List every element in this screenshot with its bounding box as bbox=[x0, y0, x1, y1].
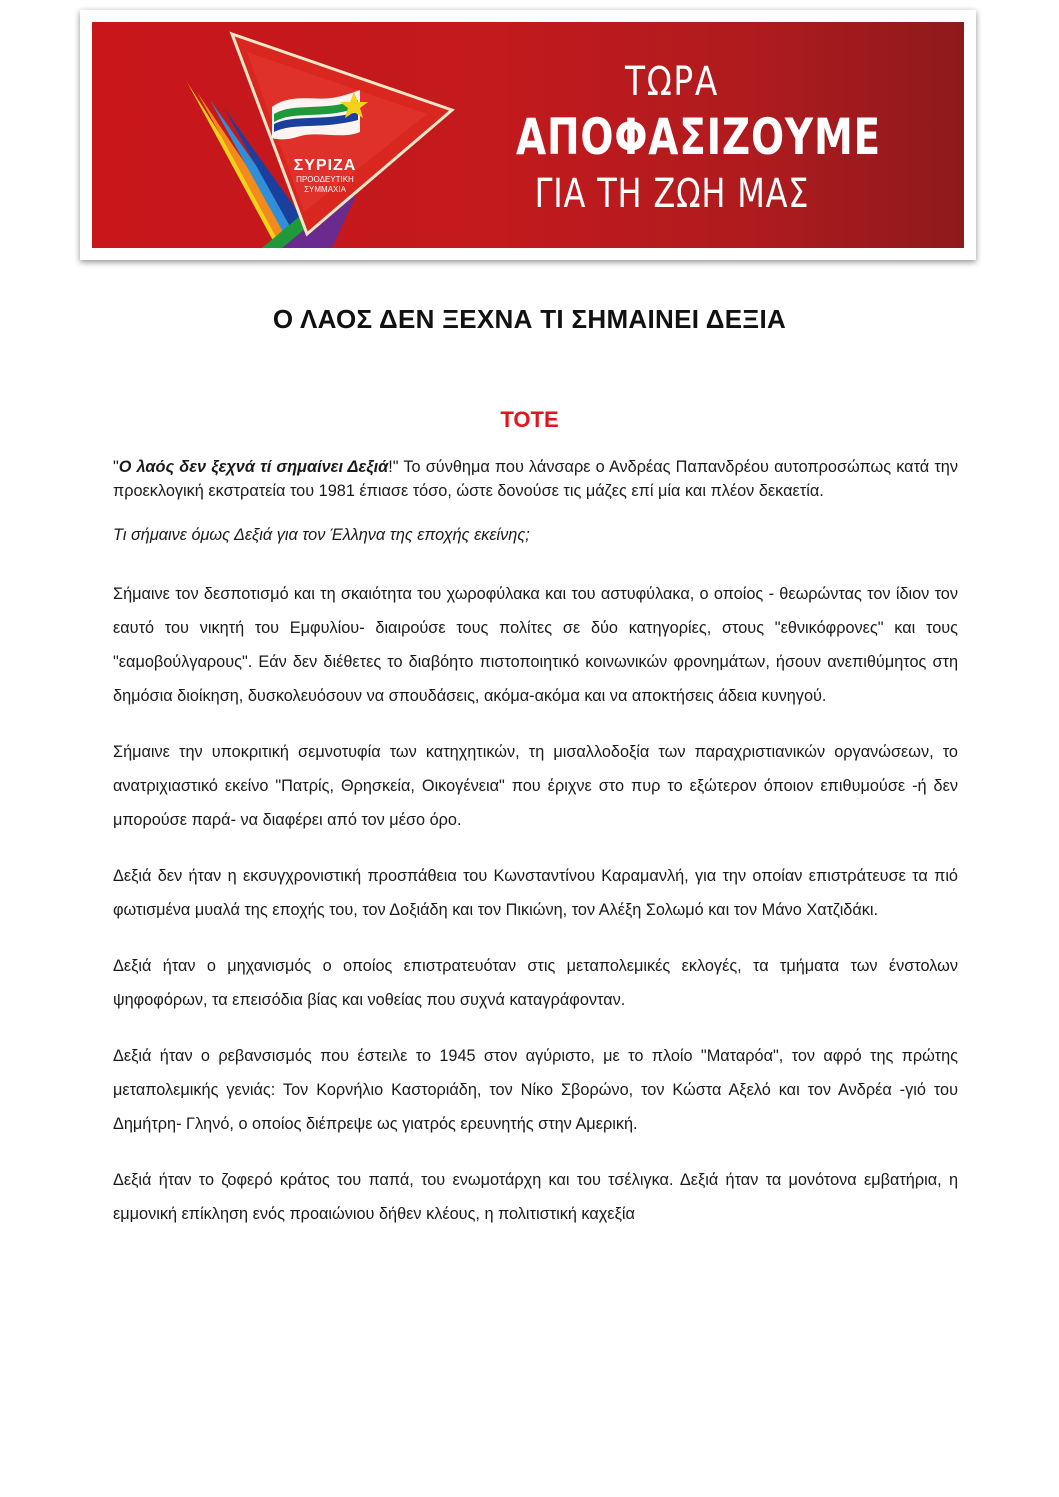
slogan bbox=[472, 59, 881, 217]
campaign-banner bbox=[92, 22, 964, 248]
body-paragraph-1: Σήμαινε τον δεσποτισμό και τη σκαιότητα του χωροφύλακα και του αστυφύλακα, ο οποίος - θεωρώντας τον ίδιον τον εαυτό του νικητή του Εμφυλίου- διαιρούσε τους πολίτες σε δύο κατηγορίες, στους "εθνικόφρονες" και τους "εαμοβούλγαρους". Εάν δεν διέθετες το διαβόητο πιστοποιητικό κοινωνικών φρονημάτων, ήσουν ανεπιθύμητος στη δημόσια διοίκηση, δυσκολευόσουν να σπουδάσεις, ακόμα-ακόμα και να αποκτήσεις άδεια κυνηγού. bbox=[113, 585, 958, 705]
brand-block bbox=[280, 157, 370, 195]
body-paragraph-2: Σήμαινε την υποκριτική σεμνοτυφία των κατηχητικών, τη μισαλλοδοξία των παραχριστιανικών οργανώσεων, το ανατριχιαστικό εκείνο "Πατρίς, Θρησκεία, Οικογένεια" που έριχνε στο πυρ το εξώτερον όποιον επιθυμούσε -ή δεν μπορούσε παρά- να διαφέρει από τον μέσο όρο. bbox=[113, 743, 958, 829]
body-paragraph-5: Δεξιά ήταν ο ρεβανσισμός που έστειλε το 1945 στον αγύριστο, με το πλοίο "Ματαρόα", τον αφρό της πρώτης μεταπολεμικής γενιάς: Τον Κορνήλιο Καστοριάδη, τον Νίκο Σβορώνο, τον Κώστα Αξελό και τον Ανδρέα -γιό του Δημήτρη- Γληνό, ο οποίος διέπρεψε ως γιατρός ερευνητής στην Αμερική. bbox=[113, 1047, 958, 1133]
brand-subtitle-2: ΣΥΜΜΑΧΙΑ bbox=[304, 185, 346, 194]
intro-paragraph bbox=[113, 455, 958, 503]
body-paragraph-4: Δεξιά ήταν ο μηχανισμός ο οποίος επιστρατευόταν στις μεταπολεμικές εκλογές, τα τμήματα των ένστολων ψηφοφόρων, τα επεισόδια βίας και νοθείας που συχνά καταγράφονταν. bbox=[113, 957, 958, 1009]
syriza-logo-icon bbox=[92, 22, 472, 248]
slogan-line-1: ΤΩΡΑ bbox=[625, 59, 719, 105]
document-body bbox=[113, 455, 958, 1231]
intro-rest: Το σύνθημα που λάνσαρε ο Ανδρέας Παπανδρέου αυτοπροσώπως κατά την προεκλογική εκστρατεία του 1981 έπιασε τόσο, ώστε δονούσε τις μάζες επί μία και πλέον δεκαετία. bbox=[113, 458, 958, 500]
document-title: Ο ΛΑΟΣ ΔΕΝ ΞΕΧΝΑ ΤΙ ΣΗΜΑΙΝΕΙ ΔΕΞΙΑ bbox=[272, 304, 787, 334]
slogan-line-3: ΓΙΑ ΤΗ ΖΩΗ ΜΑΣ bbox=[534, 171, 810, 217]
question-paragraph: Τι σήμαινε όμως Δεξιά για τον Έλληνα της εποχής εκείνης; bbox=[113, 526, 530, 544]
section-heading: ΤΟΤΕ bbox=[500, 407, 559, 432]
quote-emphasis: Ο λαός δεν ξεχνά τί σημαίνει Δεξιά bbox=[118, 458, 389, 476]
brand-subtitle-1: ΠΡΟΟΔΕΥΤΙΚΗ bbox=[296, 175, 354, 184]
quote-close: !" bbox=[388, 458, 399, 476]
quote-open: " bbox=[113, 458, 119, 476]
brand-name: ΣΥΡΙΖΑ bbox=[293, 157, 357, 174]
body-paragraph-6: Δεξιά ήταν το ζοφερό κράτος του παπά, του ενωμοτάρχη και του τσέλιγκα. Δεξιά ήταν τα μονότονα εμβατήρια, η εμμονική επίκληση ενός προαιώνιου δήθεν κλέους, η πολιτιστική καχεξία bbox=[113, 1171, 958, 1223]
banner-frame bbox=[80, 10, 976, 260]
slogan-line-2: ΑΠΟΦΑΣΙΖΟΥΜΕ bbox=[516, 108, 881, 166]
body-paragraph-3: Δεξιά δεν ήταν η εκσυγχρονιστική προσπάθεια του Κωνσταντίνου Καραμανλή, για την οποίαν επιστράτευσε τα πιό φωτισμένα μυαλά της εποχής του, τον Δοξιάδη και τον Πικιώνη, τον Αλέξη Σολωμό και τον Μάνο Χατζιδάκι. bbox=[113, 867, 958, 919]
